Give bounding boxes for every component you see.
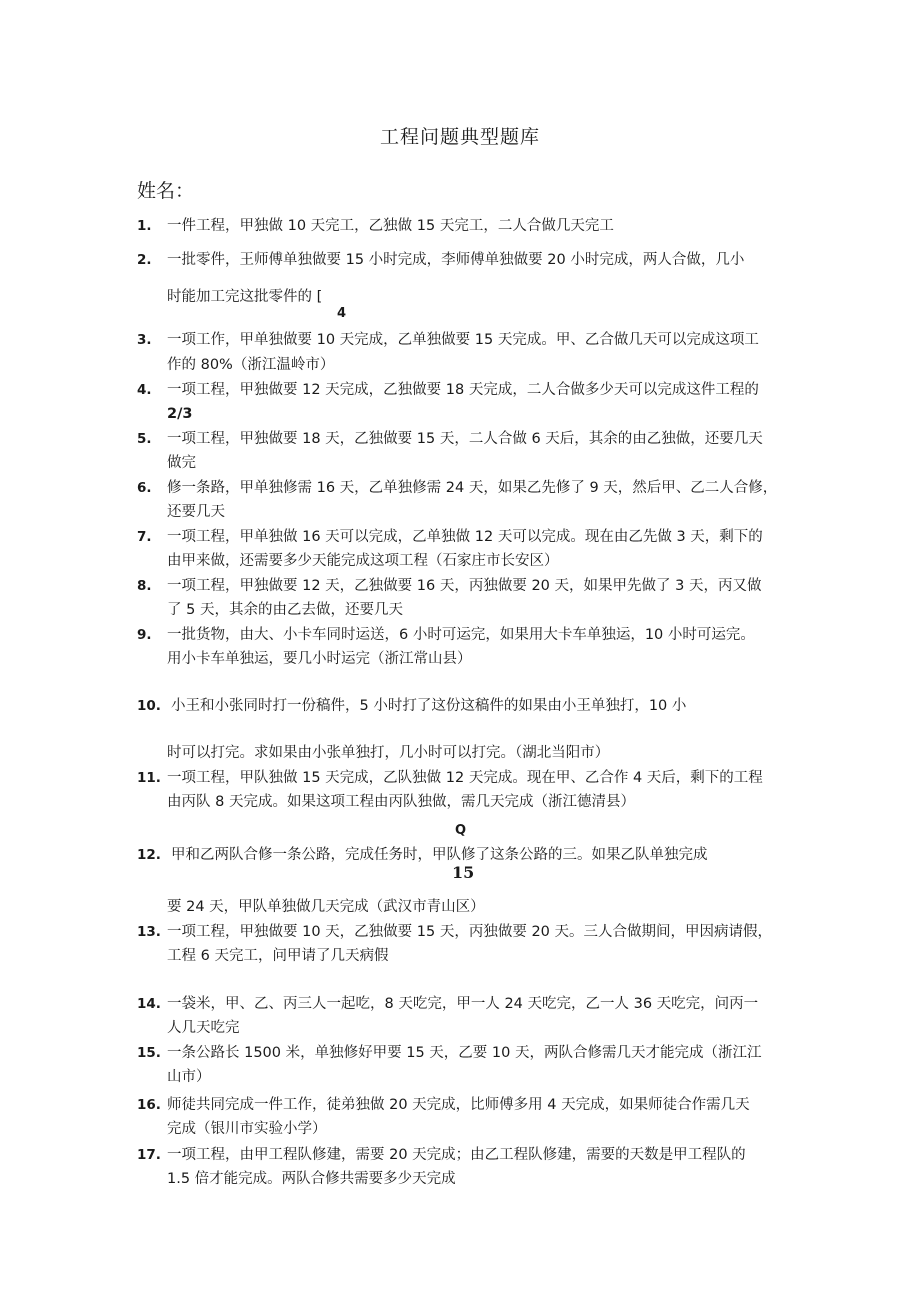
problem-text-cont: 工程 6 天完工，问甲请了几天病假 <box>167 948 389 964</box>
problem-text: 师徒共同完成一件工作，徒弟独做 20 天完成，比师傅多用 4 天完成，如果师徒合作需几天 <box>167 1097 750 1113</box>
problem-number: 16. <box>137 1097 161 1113</box>
fraction-denominator: 15 <box>452 863 475 882</box>
problem-number: 11. <box>137 770 161 786</box>
problem-text: 修一条路，甲单独修需 16 天，乙单独修需 24 天，如果乙先修了 9 天，然后甲、乙二人合修， <box>167 480 778 496</box>
problem-number: 1. <box>137 218 152 234</box>
problem-text-cont: 完成（银川市实验小学） <box>167 1121 327 1137</box>
problem-text-cont: 2/3 <box>167 406 193 422</box>
problem-text: 一项工程，甲独做要 10 天，乙独做要 15 天，丙独做要 20 天。三人合做期间，甲因病请假， <box>167 924 773 940</box>
problem-text-cont: 还要几天 <box>167 504 225 520</box>
problem-text-cont: 1.5 倍才能完成。两队合修共需要多少天完成 <box>167 1171 456 1187</box>
page-title: 工程问题典型题库 <box>379 126 540 148</box>
problem-number: 8. <box>137 578 152 594</box>
problem-text-cont: 人几天吃完 <box>167 1020 240 1036</box>
problem-number: 4. <box>137 382 152 398</box>
problem-text: 一项工程，甲独做要 12 天完成，乙独做要 18 天完成，二人合做多少天可以完成这件工程的 <box>167 382 759 398</box>
problem-text-cont: 了 5 天，其余的由乙去做，还要几天 <box>167 602 403 618</box>
problem-text: 一件工程，甲独做 10 天完工，乙独做 15 天完工，二人合做几天完工 <box>167 218 614 234</box>
problem-text-cont: 由丙队 8 天完成。如果这项工程由丙队独做，需几天完成（浙江德清县） <box>167 794 635 810</box>
problem-number: 14. <box>137 996 161 1012</box>
problem-text-cont: 要 24 天，甲队单独做几天完成（武汉市青山区） <box>167 899 485 915</box>
problem-text-cont: 作的 80%（浙江温岭市） <box>167 357 335 373</box>
problem-text: 一袋米，甲、乙、丙三人一起吃，8 天吃完，甲一人 24 天吃完，乙一人 36 天吃完，问丙一 <box>167 996 759 1012</box>
problem-text-cont: 由甲来做，还需要多少天能完成这项工程（石家庄市长安区） <box>167 553 559 569</box>
problem-number: 5. <box>137 431 152 447</box>
problem-text: 一项工程，甲独做要 18 天，乙独做要 15 天，二人合做 6 天后，其余的由乙独做，还要几天 <box>167 431 763 447</box>
problem-text: 小王和小张同时打一份稿件，5 小时打了这份这稿件的如果由小王单独打，10 小 <box>171 698 687 714</box>
problem-number: 10. <box>137 698 161 714</box>
problem-text: 甲和乙两队合修一条公路，完成任务时，甲队修了这条公路的三。如果乙队单独完成 <box>171 847 708 863</box>
fraction-fragment: 4 <box>337 306 347 321</box>
problem-number: 15. <box>137 1045 161 1061</box>
problem-number: 12. <box>137 847 161 863</box>
problem-number: 9. <box>137 627 152 643</box>
problem-number: 7. <box>137 529 152 545</box>
problem-text-cont: 用小卡车单独运，要几小时运完（浙江常山县） <box>167 651 472 667</box>
problem-text: 一项工程，甲独做要 12 天，乙独做要 16 天，丙独做要 20 天，如果甲先做了 3 天，丙又做 <box>167 578 762 594</box>
problem-number: 13. <box>137 924 161 940</box>
problem-text: 一批货物，由大、小卡车同时运送，6 小时可运完，如果用大卡车单独运，10 小时可运完。 <box>167 627 755 643</box>
problem-text: 一项工作，甲单独做要 10 天完成，乙单独做要 15 天完成。甲、乙合做几天可以完成这项工 <box>167 332 759 348</box>
problem-text-cont: 时可以打完。求如果由小张单独打，几小时可以打完。（湖北当阳市） <box>167 745 610 761</box>
problem-number: 17. <box>137 1147 161 1163</box>
problem-number: 6. <box>137 480 152 496</box>
problem-text: 一项工程，甲单独做 16 天可以完成，乙单独做 12 天可以完成。现在由乙先做 3 天，剩下的 <box>167 529 763 545</box>
problem-text-cont: 山市） <box>167 1069 211 1085</box>
problem-text: 一项工程，甲队独做 15 天完成，乙队独做 12 天完成。现在甲、乙合作 4 天后，剩下的工程 <box>167 770 763 786</box>
problem-text: 一条公路长 1500 米，单独修好甲要 15 天，乙要 10 天，两队合修需几天才能完成（浙江江 <box>167 1045 762 1061</box>
problem-number: 3. <box>137 332 152 348</box>
problem-text-cont: 时能加工完这批零件的 [ <box>167 289 323 305</box>
problem-text-cont: 做完 <box>167 455 196 471</box>
problem-number: 2. <box>137 252 152 268</box>
problem-text: 一项工程，由甲工程队修建，需要 20 天完成；由乙工程队修建，需要的天数是甲工程队的 <box>167 1147 746 1163</box>
fraction-numerator: Q <box>455 823 467 838</box>
problem-text: 一批零件，王师傅单独做要 15 小时完成，李师傅单独做要 20 小时完成，两人合做，几小 <box>167 252 745 268</box>
name-label: 姓名： <box>137 180 195 202</box>
